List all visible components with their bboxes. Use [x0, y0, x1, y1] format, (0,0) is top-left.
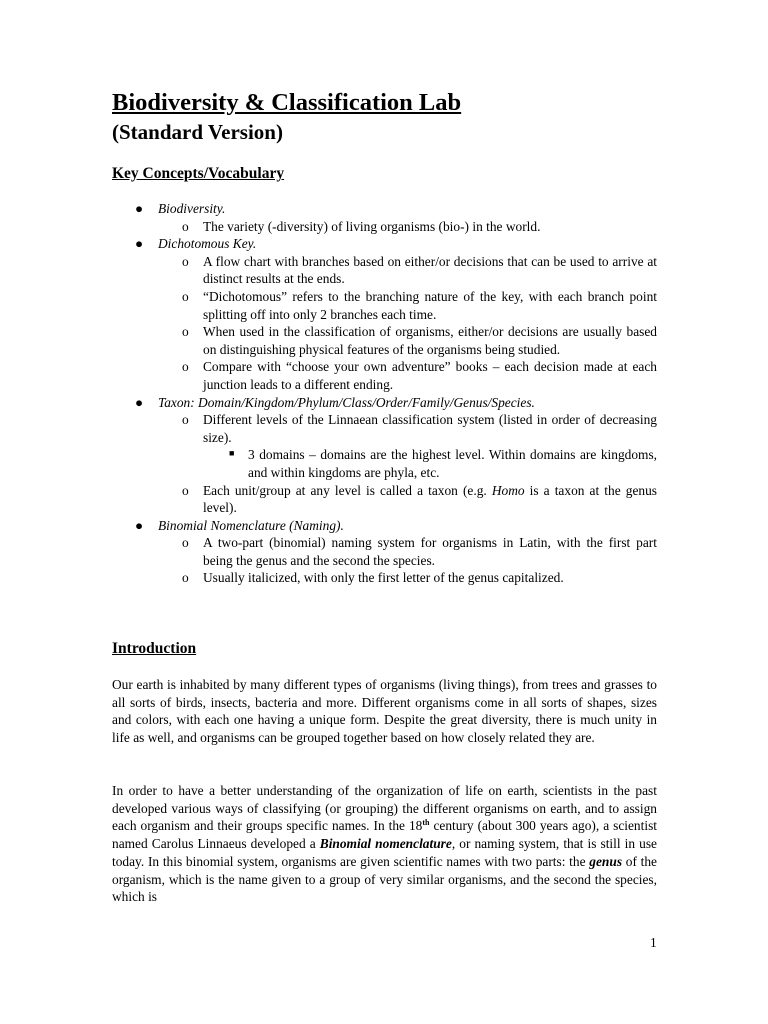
bullet-icon: ● [135, 201, 144, 216]
list-item: o A flow chart with branches based on either/or decisions that can be used to arrive at distinct results at the ends. [182, 253, 657, 287]
vocab-list [112, 200, 657, 587]
vocab-term-dichotomous-key: ● Dichotomous Key. [135, 236, 257, 252]
list-item: o The variety (-diversity) of living organisms (bio-) in the world. [182, 218, 541, 234]
bullet-icon: ● [135, 517, 144, 533]
intro-paragraph-2: In order to have a better understanding of the organization of life on earth, scientists in the past developed various ways of classifying (or grouping) the different organisms on earth, and to assign each organism and their groups specific names. In the 18th century (about 300 years ago), a scientist named Carolus Linnaeus developed a Binomial nomenclature, or naming system, that is still in use today. In this binomial system, organisms are given scientific names with two parts: the genus of the organism, which is the name given to a group of very similar organisms, and the second the species, which is [112, 783, 658, 905]
circle-bullet-icon: o [182, 535, 189, 551]
list-item: o Usually italicized, with only the first letter of the genus capitalized. [182, 570, 564, 586]
list-item: o Compare with “choose your own adventure” books – each decision made at each junction leads to a different ending. [182, 359, 657, 392]
list-item: o When used in the classification of organisms, either/or decisions are usually based on distinguishing physical features of the organisms being studied. [182, 324, 657, 357]
circle-bullet-icon: o [182, 324, 189, 340]
intro-paragraph-1: Our earth is inhabited by many different types of organisms (living things), from trees and grasses to all sorts of birds, insects, bacteria and more. Different organisms come in all sorts of shapes, sizes and colors, with each one having a unique form. Despite the great diversity, there is much unity in life as well, and organisms can be grouped together based on how closely related they are. [112, 677, 657, 746]
circle-bullet-icon: o [182, 412, 189, 428]
circle-bullet-icon: o [182, 253, 189, 269]
list-item: o A two-part (binomial) naming system for organisms in Latin, with the first part being the genus and the second the species. [182, 535, 657, 568]
bullet-icon: ● [135, 236, 144, 252]
list-item: o Each unit/group at any level is called a taxon (e.g. Homo is a taxon at the genus level). [182, 482, 657, 516]
vocab-term-taxon: ● Taxon: Domain/Kingdom/Phylum/Class/Order/Family/Genus/Species. [135, 394, 535, 410]
list-item: o Different levels of the Linnaean classification system (listed in order of decreasing size). [182, 412, 657, 445]
square-bullet-icon: ■ [229, 448, 235, 459]
introduction-heading: Introduction [112, 640, 197, 657]
circle-bullet-icon: o [182, 288, 189, 304]
vocab-term-binomial-nomenclature: ● Binomial Nomenclature (Naming). [135, 517, 344, 533]
list-item: o “Dichotomous” refers to the branching nature of the key, with each branch point splitting off into only 2 branches each time. [182, 288, 657, 322]
page-number: 1 [650, 935, 657, 950]
vocab-term-biodiversity: ● Biodiversity. [135, 201, 226, 216]
circle-bullet-icon: o [182, 570, 189, 586]
list-item: ■ 3 domains – domains are the highest level. Within domains are kingdoms, and within kingdoms are phyla, etc. [229, 447, 657, 480]
document-title: Biodiversity & Classification Lab [112, 89, 462, 116]
bullet-icon: ● [135, 394, 144, 410]
document-subtitle: (Standard Version) [112, 120, 283, 144]
vocab-heading: Key Concepts/Vocabulary [112, 165, 285, 182]
circle-bullet-icon: o [182, 218, 189, 234]
circle-bullet-icon: o [182, 359, 189, 375]
circle-bullet-icon: o [182, 482, 189, 498]
